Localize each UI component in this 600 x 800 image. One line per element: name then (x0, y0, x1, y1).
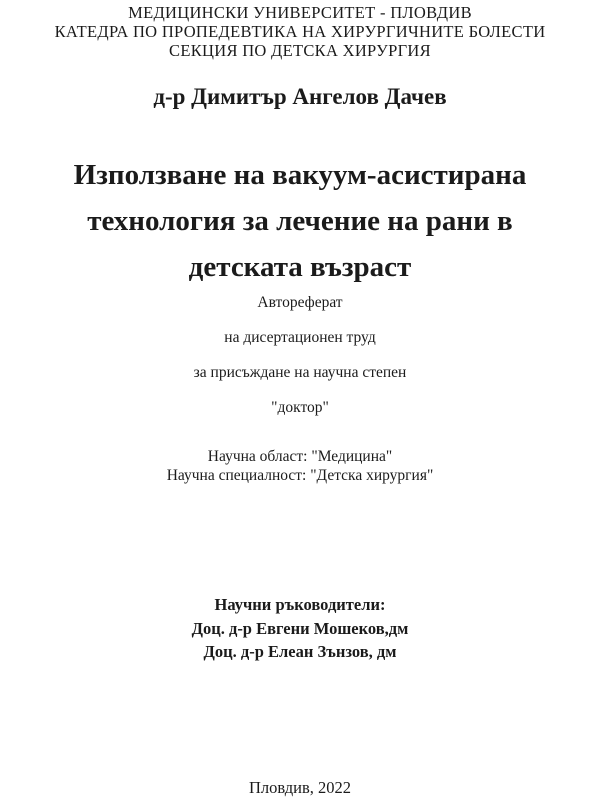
title-line-3: детската възраст (188, 251, 412, 283)
title-line-1: Използване на вакуум-асистирана (73, 159, 527, 191)
supervisors (0, 593, 600, 664)
degree-purpose: за присъждане на научна степен (193, 364, 407, 381)
author-name: д-р Димитър Ангелов Дачев (153, 84, 447, 109)
thesis-kind: на дисертационен труд (224, 329, 376, 346)
supervisor-1: Доц. д-р Евгени Мошеков,дм (191, 618, 409, 638)
supervisor-2: Доц. д-р Елеан Зънзов, дм (203, 642, 397, 661)
title-line-2: технология за лечение на рани в (87, 205, 513, 237)
institution-header (0, 3, 600, 60)
supervisors-heading: Научни ръководители: (214, 595, 386, 614)
section-name: СЕКЦИЯ ПО ДЕТСКА ХИРУРГИЯ (169, 41, 431, 60)
scientific-area: Научна област: "Медицина" (207, 448, 393, 465)
department-name: КАТЕДРА ПО ПРОПЕДЕВТИКА НА ХИРУРГИЧНИТЕ БОЛЕСТИ (54, 22, 546, 41)
scientific-field (0, 447, 600, 485)
dissertation-title (0, 152, 600, 290)
abstract-subtitle (0, 285, 600, 425)
scientific-specialty: Научна специалност: "Детска хирургия" (166, 467, 434, 484)
degree-name: "доктор" (271, 399, 329, 416)
university-name: МЕДИЦИНСКИ УНИВЕРСИТЕТ - ПЛОВДИВ (128, 3, 472, 22)
city-year: Пловдив, 2022 (248, 778, 352, 797)
abstract-type: Автореферат (257, 294, 343, 311)
